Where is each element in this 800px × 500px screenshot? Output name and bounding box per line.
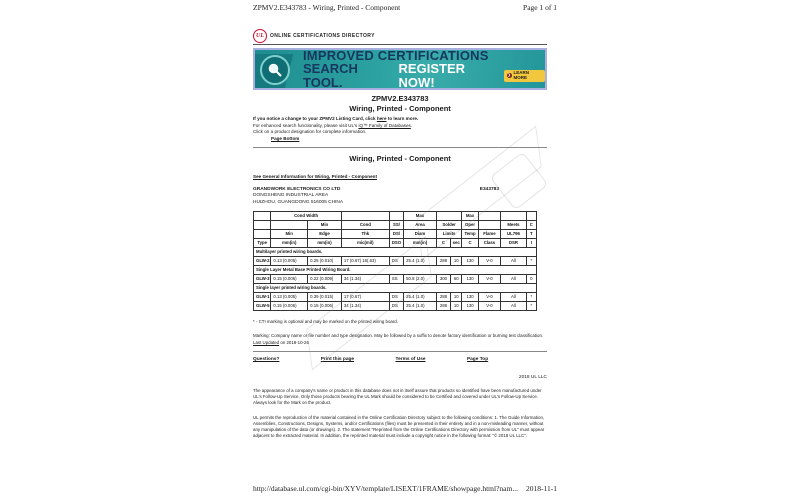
table-cell: 0.22 (0.009) (308, 274, 342, 283)
table-header-cell: Max (404, 211, 437, 220)
print-header-title: ZPMV2.E343783 - Wiring, Printed - Component (253, 3, 401, 12)
table-header-cell (436, 211, 462, 220)
company-address1: DONGSHENG INDUSTRIAL AREA (253, 193, 329, 199)
table-cell: V-0 (478, 256, 500, 265)
table-header-cell: Oper (462, 220, 478, 229)
table-cell: 130 (462, 301, 478, 310)
table-cell: 17 (0.67) 16(.63) (341, 256, 389, 265)
table-header-cell (254, 220, 271, 229)
table-cell: DS (389, 301, 403, 310)
table-cell: DS (389, 292, 403, 301)
table-section-row: Single layer printed wiring boards. (254, 283, 537, 292)
banner-headline: IMPROVED CERTIFICATIONS (303, 48, 489, 63)
table-header-cell: DSR (501, 238, 527, 247)
table-header-cell (526, 211, 536, 220)
last-updated-line: Last Updated on 2018-10-26 (253, 339, 309, 345)
document-page (253, 0, 557, 500)
iq-family-link[interactable]: iQ™ Family of Databases (358, 122, 411, 128)
search-line: For enhanced search functionality, please visit UL's iQ™ Family of Databases. (253, 122, 413, 128)
banner-subline: SEARCH TOOL. (303, 61, 358, 90)
table-section-row: Multilayer printed wiring boards. (254, 247, 537, 256)
cti-footnote: * - CTI marking is optional and may be marked on the printed wiring board. (253, 318, 398, 324)
table-header-cell: Temp (462, 229, 478, 238)
copyright-text: 2018 UL LLC (518, 374, 547, 380)
table-header-cell: DSO (389, 238, 403, 247)
table-cell: All (501, 301, 527, 310)
document-category: Wiring, Printed - Component (349, 104, 451, 113)
table-cell: V-0 (478, 292, 500, 301)
table-cell: 0.13 (0.005) (271, 256, 308, 265)
table-cell: 300 (436, 274, 450, 283)
print-page-link[interactable]: Print this page (320, 356, 355, 362)
print-footer-url: http://database.ul.com/cgi-bin/XYV/template/LISEXT/1FRAME/showpage.html?nam... (253, 484, 518, 493)
table-header-cell: mm(in) (308, 238, 342, 247)
click-info-line: Click on a product designation for complete information. (253, 129, 367, 135)
table-header-cell: Min (271, 229, 308, 238)
table-header-cell: Class (478, 238, 500, 247)
print-footer-date: 2018-11-1 (526, 484, 557, 493)
company-address2: HUIZHOU, GUANGDONG 516005 CHINA (253, 200, 344, 206)
table-header-cell: T (526, 229, 536, 238)
table-header-cell (341, 211, 389, 220)
table-cell: 25.4 (1.0) (404, 256, 437, 265)
table-header-cell (389, 211, 403, 220)
product-type-link[interactable]: GLW-5 (254, 301, 271, 310)
table-header-cell: mm(in) (404, 238, 437, 247)
arrow-right-icon: ❯ (507, 72, 511, 77)
last-updated-link[interactable]: Last Updated (253, 339, 280, 345)
table-header-cell: I (526, 238, 536, 247)
table-header-cell (254, 229, 271, 238)
table-cell: 288 (436, 256, 450, 265)
table-header-cell: mm(in) (271, 238, 308, 247)
promo-banner[interactable] (253, 48, 547, 90)
table-header-cell: Area (404, 220, 437, 229)
table-header-cell: Min (308, 220, 342, 229)
table-header-cell: Solder (436, 220, 462, 229)
table-header-cell: Limits (436, 229, 462, 238)
directory-title: ONLINE CERTIFICATIONS DIRECTORY (270, 33, 375, 39)
product-type-link[interactable]: GLW-2 (254, 256, 271, 265)
table-cell: All (501, 256, 527, 265)
table-cell: 0.15 (0.006) (271, 274, 308, 283)
footer-links (253, 357, 488, 362)
table-header-cell: Cond Width (271, 211, 341, 220)
file-number: E343783 (479, 186, 499, 192)
ul-logo-icon: UL (253, 29, 267, 43)
table-cell: 10 (451, 256, 462, 265)
table-header-cell: Max (462, 211, 478, 220)
table-cell: SS (389, 274, 403, 283)
magnifier-icon (260, 55, 290, 85)
table-cell: 60 (451, 274, 462, 283)
table-cell: 10 (451, 301, 462, 310)
page-top-link[interactable]: Page Top (466, 356, 489, 362)
spec-table (253, 211, 537, 311)
table-header-cell: Thk (341, 229, 389, 238)
divider (253, 147, 547, 148)
table-cell: * (526, 256, 536, 265)
notice-line: If you notice a change to your ZPMV2 Listing Card, click here to learn more. (253, 116, 419, 121)
banner-register-text: REGISTER NOW! (398, 61, 466, 90)
table-cell: 0.15 (0.006) (271, 301, 308, 310)
table-cell: V-0 (478, 274, 500, 283)
legal-paragraph-2: UL permits the reproduction of the material contained in the Online Certification Directory subject to the following conditions: 1. The Guide Information, Assemblies, Constructions, Designs, Systems, and/or Certifications (files) must be presented in their entirety and in a non-misleading manner, without any manipulation of the data (or drawings). 2. The statement "Reprinted from the Online Certifications Directory with permission from UL" must appear adjacent to the extracted material. In addition, the reprinted material must include a copyright notice in the following format: "© 2018 UL LLC". (253, 414, 545, 439)
table-header-cell: mic(mil) (341, 238, 389, 247)
table-cell: 0.39 (0.015) (308, 292, 342, 301)
product-type-link[interactable]: GLW-1 (254, 292, 271, 301)
table-cell: 0.15 (0.006) (308, 301, 342, 310)
general-info-link[interactable]: See General Information for Wiring, Printed - Component (253, 173, 377, 179)
table-cell: 50.8 (2.0) (404, 274, 437, 283)
here-link[interactable]: here (376, 116, 387, 121)
table-header-cell (254, 211, 271, 220)
print-footer (253, 484, 557, 493)
table-section-row: Single Layer Metal Base Printed Wiring Board. (254, 265, 537, 274)
table-cell: DS (389, 256, 403, 265)
table-cell: 0.25 (0.010) (308, 256, 342, 265)
divider (253, 351, 547, 352)
table-cell: 34 (1.34) (341, 274, 389, 283)
table-header-cell: C (462, 238, 478, 247)
table-cell: 0 (526, 274, 536, 283)
learn-more-label: LEARN MORE (513, 70, 530, 80)
table-header-cell: Meets (501, 220, 527, 229)
table-header-cell (501, 211, 527, 220)
table-header-cell: C (436, 238, 450, 247)
intro-block (253, 116, 547, 143)
print-header-pagenum: Page 1 of 1 (523, 3, 557, 12)
table-header-cell: Cond (341, 220, 389, 229)
product-type-link[interactable]: GLW-3 (254, 274, 271, 283)
terms-of-use-link[interactable]: Terms of Use (395, 356, 426, 362)
table-cell: All (501, 274, 527, 283)
table-cell: 25.4 (1.0) (404, 301, 437, 310)
questions-link[interactable]: Questions? (253, 356, 280, 362)
legal-paragraph-1: The appearance of a company's name or product in this database does not in itself assure that products so identified have been manufactured under UL's Follow-Up Service. Only those products bearing the UL Mark should be considered to be Certified and covered under UL's Follow-Up Service. Always look for the Mark on the product. (253, 387, 542, 406)
company-name: GRANDWORK ELECTRONICS CO LTD (253, 186, 341, 192)
table-cell: * (526, 292, 536, 301)
table-cell: 10 (451, 292, 462, 301)
learn-more-button[interactable] (504, 70, 545, 82)
table-cell: V-0 (478, 301, 500, 310)
table-cell: * (526, 301, 536, 310)
table-header-cell: sec (451, 238, 462, 247)
banner-art (255, 50, 299, 88)
table-header-cell: Edge (308, 229, 342, 238)
marking-note: Marking: Company name or file number and type designation. May be followed by a suffix to denote factory identification or burning test classification. (253, 332, 544, 338)
table-cell: 17 (0.67) (341, 292, 389, 301)
table-header-cell: Type (254, 238, 271, 247)
table-header-cell: C (526, 220, 536, 229)
table-cell: 288 (436, 301, 450, 310)
company-block (253, 187, 547, 207)
table-cell: 25.4 (1.0) (404, 292, 437, 301)
table-cell: All (501, 292, 527, 301)
category-heading: Wiring, Printed - Component (349, 153, 451, 163)
table-header-cell (271, 220, 308, 229)
table-cell: 130 (462, 274, 478, 283)
banner-text (299, 49, 545, 90)
table-header-cell: SS/ (389, 220, 403, 229)
table-cell: 288 (436, 292, 450, 301)
page-bottom-link[interactable]: Page Bottom (271, 135, 300, 141)
table-header-cell: DS/ (389, 229, 403, 238)
table-cell: 130 (462, 256, 478, 265)
table-cell: 34 (1.34) (341, 301, 389, 310)
print-header (253, 3, 557, 12)
table-cell: 130 (462, 292, 478, 301)
table-cell: 0.13 (0.005) (271, 292, 308, 301)
table-header-cell: Diam (404, 229, 437, 238)
document-code: ZPMV2.E343783 (371, 94, 429, 103)
table-header-cell: Flame (478, 229, 500, 238)
table-header-cell (478, 220, 500, 229)
table-header-cell (478, 211, 500, 220)
table-header-cell: UL796 (501, 229, 527, 238)
